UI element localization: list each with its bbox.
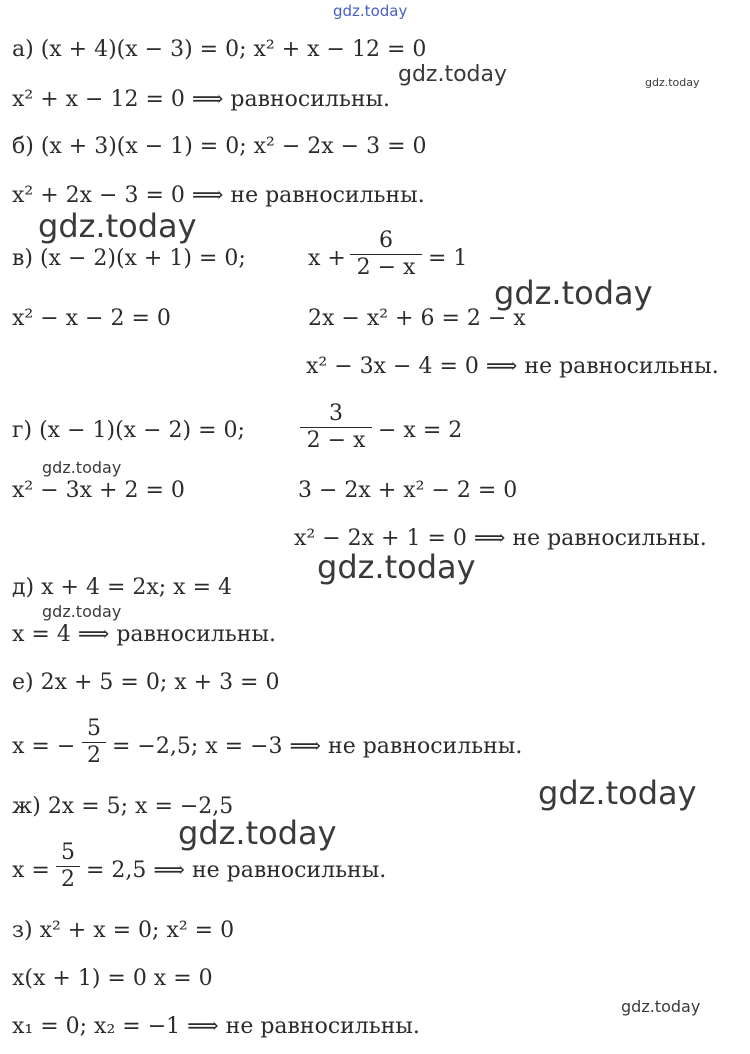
- fraction-numerator: 5: [61, 840, 75, 865]
- problem-z-line2: x(x + 1) = 0 x = 0: [12, 966, 213, 991]
- watermark: gdz.today: [398, 62, 508, 87]
- problem-v-conclusion: x² − 3x − 4 = 0 ⟹ не равносильны.: [306, 354, 719, 379]
- problem-zh-eq-right: = 2,5 ⟹ не равносильны.: [86, 858, 387, 883]
- problem-v-fraction: [350, 229, 422, 280]
- watermark: gdz.today: [317, 548, 476, 586]
- problem-g-line2-right: 3 − 2x + x² − 2 = 0: [298, 478, 518, 503]
- problem-g-conclusion: x² − 2x + 1 = 0 ⟹ не равносильны.: [294, 526, 707, 551]
- watermark: gdz.today: [538, 774, 697, 812]
- problem-g-line: г) (x − 1)(x − 2) = 0;: [12, 418, 245, 443]
- problem-zh-line: ж) 2x = 5; x = −2,5: [12, 794, 234, 819]
- problem-b-conclusion: x² + 2x − 3 = 0 ⟹ не равносильны.: [12, 183, 425, 208]
- problem-g-fraction: [300, 402, 372, 453]
- fraction-denominator: 2 − x: [356, 255, 416, 280]
- problem-z-line: з) x² + x = 0; x² = 0: [12, 918, 235, 943]
- problem-d-conclusion: x = 4 ⟹ равносильны.: [12, 622, 276, 647]
- problem-z-conclusion: x₁ = 0; x₂ = −1 ⟹ не равносильны.: [12, 1014, 420, 1039]
- problem-v-eq-right: = 1: [428, 246, 468, 271]
- problem-v-line2-left: x² − x − 2 = 0: [12, 306, 171, 331]
- watermark: gdz.today: [494, 274, 653, 312]
- problem-v-eq-left: x +: [308, 246, 346, 271]
- fraction-denominator: 2: [87, 743, 101, 768]
- problem-e-fraction: [82, 717, 106, 768]
- watermark: gdz.today: [621, 997, 701, 1016]
- watermark: gdz.today: [38, 207, 197, 245]
- problem-v-line2-right: 2x − x² + 6 = 2 − x: [308, 306, 526, 331]
- problem-a-conclusion: x² + x − 12 = 0 ⟹ равносильны.: [12, 87, 391, 112]
- fraction-denominator: 2: [61, 867, 75, 892]
- fraction-numerator: 6: [379, 228, 393, 253]
- watermark: gdz.today: [178, 814, 337, 852]
- problem-d-line: д) x + 4 = 2x; x = 4: [12, 575, 232, 600]
- problem-g-eq-right: − x = 2: [378, 418, 463, 443]
- problem-e-line: е) 2x + 5 = 0; x + 3 = 0: [12, 670, 280, 695]
- watermark: gdz.today: [42, 458, 122, 477]
- problem-g-line2-left: x² − 3x + 2 = 0: [12, 478, 185, 503]
- problem-zh-eq-left: x =: [12, 858, 50, 883]
- fraction-denominator: 2 − x: [306, 428, 366, 453]
- watermark: gdz.today: [645, 76, 700, 89]
- problem-b-line: б) (x + 3)(x − 1) = 0; x² − 2x − 3 = 0: [12, 134, 427, 159]
- fraction-numerator: 3: [329, 401, 343, 426]
- watermark: gdz.today: [333, 2, 408, 20]
- problem-v-line: в) (x − 2)(x + 1) = 0;: [12, 246, 246, 271]
- watermark: gdz.today: [42, 602, 122, 621]
- problem-zh-fraction: [56, 841, 80, 892]
- problem-a-line: а) (x + 4)(x − 3) = 0; x² + x − 12 = 0: [12, 37, 427, 62]
- fraction-numerator: 5: [87, 716, 101, 741]
- problem-e-eq-left: x = −: [12, 734, 76, 759]
- problem-e-eq-right: = −2,5; x = −3 ⟹ не равносильны.: [112, 734, 523, 759]
